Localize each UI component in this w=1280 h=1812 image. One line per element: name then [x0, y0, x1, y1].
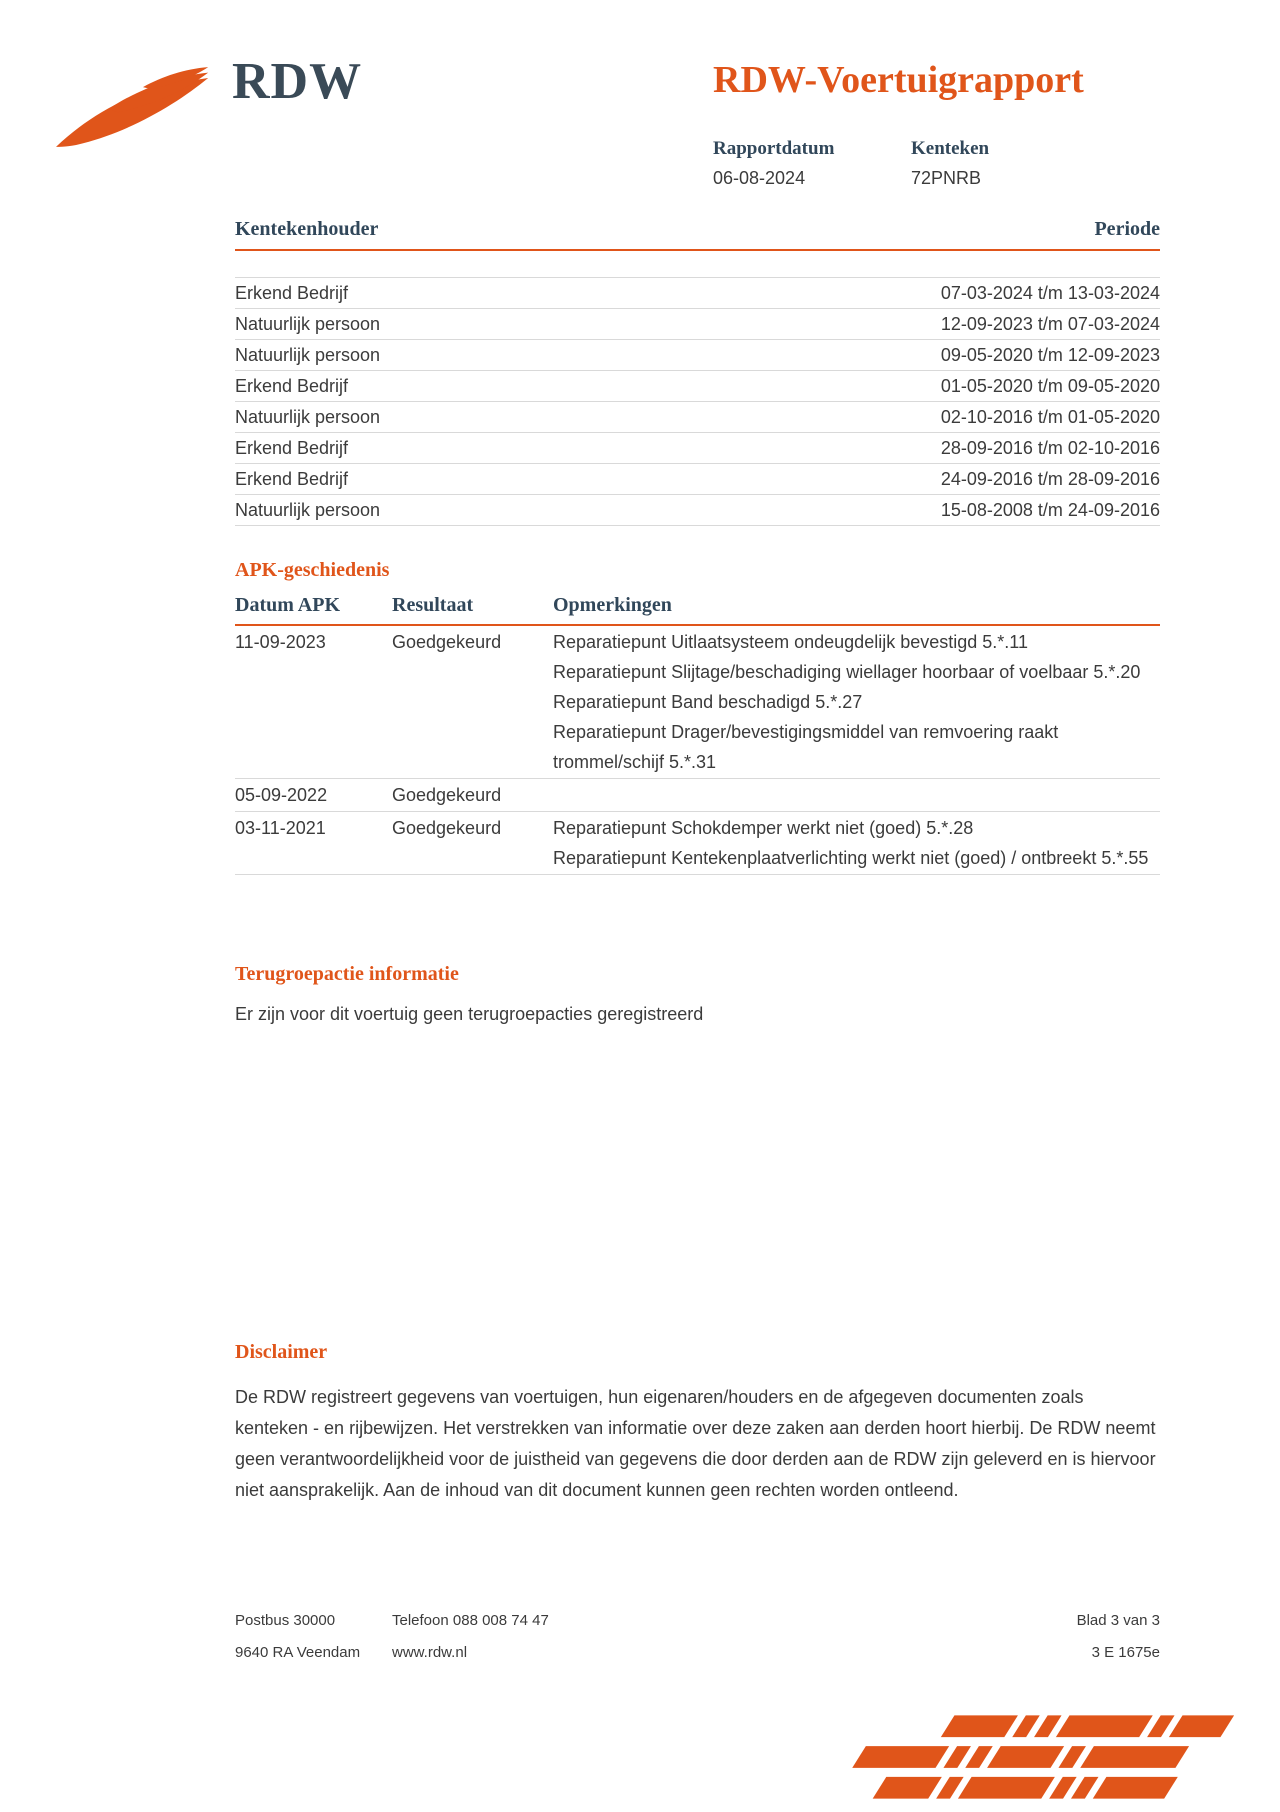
holder-name: Natuurlijk persoon	[235, 407, 381, 427]
kentekenhouder-row	[235, 464, 1160, 495]
holder-periode: 15-08-2008 t/m 24-09-2016	[940, 500, 1160, 520]
holder-name: Natuurlijk persoon	[235, 500, 381, 520]
holder-name: Natuurlijk persoon	[235, 314, 381, 334]
holder-name: Natuurlijk persoon	[235, 345, 381, 365]
holder-name: Erkend Bedrijf	[235, 438, 349, 458]
apk-opmerkingen	[553, 627, 1160, 777]
holder-periode: 12-09-2023 t/m 07-03-2024	[940, 314, 1160, 334]
apk-datum: 05-09-2022	[235, 785, 328, 805]
kentekenhouder-rows	[235, 277, 1160, 526]
kentekenhouder-row	[235, 371, 1160, 402]
rapportdatum-block	[713, 138, 911, 189]
apk-heading: APK-geschiedenis	[235, 559, 390, 581]
apk-opmerkingen	[553, 813, 1160, 873]
holder-name: Erkend Bedrijf	[235, 283, 349, 303]
footer-phone: Telefoon 088 008 74 47	[392, 1612, 549, 1629]
holder-periode: 24-09-2016 t/m 28-09-2016	[940, 469, 1160, 489]
apk-section	[235, 558, 1160, 875]
holder-periode: 02-10-2016 t/m 01-05-2020	[940, 407, 1160, 427]
kentekenhouder-heading: Kentekenhouder	[235, 218, 379, 240]
disclaimer-section	[235, 1340, 1160, 1506]
rapportdatum-value: 06-08-2024	[713, 168, 806, 188]
holder-name: Erkend Bedrijf	[235, 376, 349, 396]
holder-periode: 09-05-2020 t/m 12-09-2023	[940, 345, 1160, 365]
holder-name: Erkend Bedrijf	[235, 469, 349, 489]
kentekenhouder-row	[235, 309, 1160, 340]
footer-page-indicator: Blad 3 van 3	[1076, 1612, 1160, 1629]
apk-opmerkingen	[553, 780, 1160, 810]
apk-resultaat: Goedgekeurd	[392, 785, 502, 805]
apk-opmerking: Reparatiepunt Band beschadigd 5.*.27	[553, 692, 863, 712]
footer-doc-code: 3 E 1675e	[1091, 1644, 1160, 1661]
report-meta	[713, 138, 989, 189]
apk-row	[235, 812, 1160, 875]
apk-col-datum: Datum APK	[235, 594, 340, 616]
periode-heading: Periode	[1094, 218, 1160, 240]
terugroepactie-section	[235, 962, 1160, 1028]
apk-datum: 11-09-2023	[235, 632, 326, 652]
kentekenhouder-section	[235, 218, 1160, 526]
kentekenhouder-row	[235, 402, 1160, 433]
rapportdatum-label: Rapportdatum	[713, 138, 835, 159]
terugroepactie-heading: Terugroepactie informatie	[235, 963, 459, 985]
apk-row	[235, 626, 1160, 779]
apk-opmerking: Reparatiepunt Uitlaatsysteem ondeugdelijk bevestigd 5.*.11	[553, 632, 1028, 652]
apk-resultaat: Goedgekeurd	[392, 632, 502, 652]
report-title: RDW-Voertuigrapport	[713, 59, 1084, 101]
holder-periode: 28-09-2016 t/m 02-10-2016	[940, 438, 1160, 458]
rdw-wing-icon	[56, 58, 210, 156]
holder-periode: 07-03-2024 t/m 13-03-2024	[940, 283, 1160, 303]
disclaimer-heading: Disclaimer	[235, 1341, 328, 1363]
apk-datum: 03-11-2021	[235, 818, 326, 838]
apk-table-header	[235, 594, 1160, 626]
diagonal-stripes-pattern-icon	[776, 1714, 1242, 1802]
apk-row	[235, 779, 1160, 812]
kentekenhouder-table-header	[235, 218, 1160, 251]
kenteken-label: Kenteken	[911, 138, 990, 159]
apk-opmerking: Reparatiepunt Drager/bevestigingsmiddel van remvoering raakt trommel/schijf 5.*.31	[553, 722, 1059, 772]
kenteken-block	[911, 138, 989, 189]
apk-opmerking: Reparatiepunt Kentekenplaatverlichting werkt niet (goed) / ontbreekt 5.*.55	[553, 848, 1149, 868]
kentekenhouder-row	[235, 433, 1160, 464]
footer-address-line1: Postbus 30000	[235, 1612, 336, 1629]
footer-website: www.rdw.nl	[392, 1644, 468, 1661]
page-footer	[235, 1612, 1160, 1661]
apk-opmerking: Reparatiepunt Schokdemper werkt niet (goed) 5.*.28	[553, 818, 974, 838]
apk-col-opmerkingen: Opmerkingen	[553, 594, 672, 616]
terugroepactie-text: Er zijn voor dit voertuig geen terugroepacties geregistreerd	[235, 1004, 704, 1024]
apk-opmerking: Reparatiepunt Slijtage/beschadiging wiellager hoorbaar of voelbaar 5.*.20	[553, 662, 1141, 682]
apk-rows	[235, 626, 1160, 875]
apk-col-resultaat: Resultaat	[392, 594, 474, 616]
rdw-logo-text: RDW	[232, 53, 363, 110]
apk-resultaat: Goedgekeurd	[392, 818, 502, 838]
disclaimer-text: De RDW registreert gegevens van voertuigen, hun eigenaren/houders en de afgegeven documenten zoals kenteken - en rijbewijzen. Het verstrekken van informatie over deze zaken aan derden hoort hierbij. De RDW neemt geen verantwoordelijkheid voor de juistheid van gegevens die door derden aan de RDW zijn geleverd en is hiervoor niet aansprakelijk. Aan de inhoud van dit document kunnen geen rechten worden ontleend.	[235, 1387, 1156, 1500]
kentekenhouder-row	[235, 278, 1160, 309]
holder-periode: 01-05-2020 t/m 09-05-2020	[940, 376, 1160, 396]
kentekenhouder-row	[235, 495, 1160, 526]
footer-address-line2: 9640 RA Veendam	[235, 1644, 361, 1661]
kenteken-value: 72PNRB	[911, 168, 982, 188]
kentekenhouder-row	[235, 340, 1160, 371]
